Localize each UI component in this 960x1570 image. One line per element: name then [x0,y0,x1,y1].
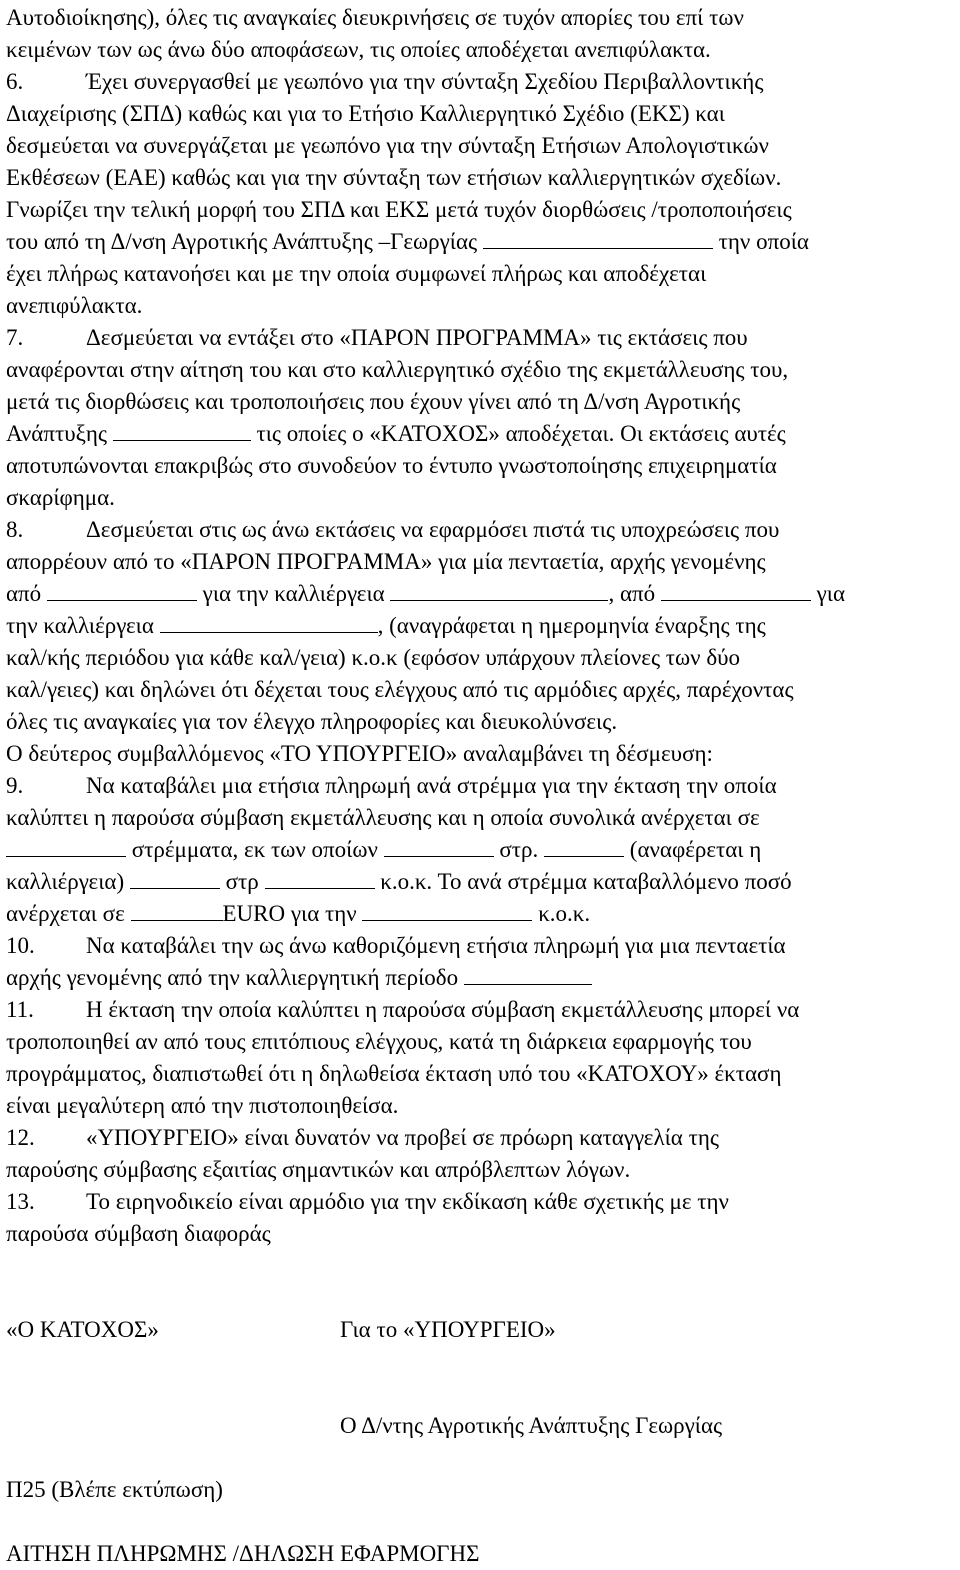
paragraph-6: 6. Έχει συνεργασθεί με γεωπόνο για την σύνταξη Σχεδίου Περιβαλλοντικής [6,66,763,98]
text-line: ανεπιφύλακτα. [6,293,143,318]
paragraph-12: 12. «ΥΠΟΥΡΓΕΙΟ» είναι δυνατόν να προβεί σε πρόωρη καταγγελία της [6,1122,719,1154]
item-number: 13. [6,1189,35,1214]
text-line: στρέμματα, εκ των οποίων στρ. (αναφέρεται η [6,834,761,866]
text-line: ανέρχεται σε EURO για την κ.ο.κ. [6,901,591,926]
text-line: Εκθέσεων (ΕΑΕ) καθώς και για την σύνταξη των ετήσιων καλλιεργητικών σχεδίων. [6,165,782,190]
text-line: τροποποιηθεί αν από τους επιτόπιους ελέγχους, κατά τη διάρκεια εφαρμογής του [6,1029,752,1054]
item-number: 7. [6,325,24,350]
text-line: έχει πλήρως κατανοήσει και με την οποία συμφωνεί πλήρως και αποδέχεται [6,261,707,286]
item-number: 12. [6,1125,35,1150]
paragraph-9: 9. Να καταβάλει μια ετήσια πληρωμή ανά στρέμμα για την έκταση την οποία [6,770,777,802]
item-number: 10. [6,933,35,958]
fill-in-blank[interactable] [113,420,251,441]
text-line: σκαρίφημα. [6,485,115,510]
item-number: 11. [6,997,34,1022]
text-line: μετά τις διορθώσεις και τροποποιήσεις που έχουν γίνει από τη Δ/νση Αγροτικής [6,389,741,414]
text-line: καλύπτει η παρούσα σύμβαση εκμετάλλευσης και η οποία συνολικά ανέρχεται σε [6,805,760,830]
fill-in-blank[interactable] [130,868,220,889]
item-number: 9. [6,773,24,798]
text-line: αναφέρονται στην αίτηση του και στο καλλιεργητικό σχέδιο της εκμετάλλευσης του, [6,357,789,382]
fill-in-blank[interactable] [47,580,197,601]
text-line: παρούσα σύμβαση διαφοράς [6,1221,271,1246]
fill-in-blank[interactable] [390,580,608,601]
paragraph-13: 13. Το ειρηνοδικείο είναι αρμόδιο για την εκδίκαση κάθε σχετικής με την [6,1186,729,1218]
section-heading: ΑΙΤΗΣΗ ΠΛΗΡΩΜΗΣ /ΔΗΛΩΣΗ ΕΦΑΡΜΟΓΗΣ [6,1541,480,1566]
text-line: Διαχείρισης (ΣΠΔ) καθώς και για το Ετήσιο Καλλιεργητικό Σχέδιο (ΕΚΣ) και [6,101,725,126]
fill-in-blank[interactable] [6,836,126,857]
text-line: καλ/γειες) και δηλώνει ότι δέχεται τους ελέγχους από τις αρμόδιες αρχές, παρέχοντας [6,677,794,702]
fill-in-blank[interactable] [544,836,624,857]
fill-in-blank[interactable] [160,612,378,633]
text-line: από για την καλλιέργεια , από για [6,581,846,606]
text-line: Ανάπτυξης τις οποίες ο «ΚΑΤΟΧΟΣ» αποδέχεται. Οι εκτάσεις αυτές [6,421,786,446]
fill-in-blank[interactable] [384,836,494,857]
fill-in-blank[interactable] [362,900,532,921]
text-line: είναι μεγαλύτερη από την πιστοποιηθείσα. [6,1093,399,1118]
item-number: 8. [6,517,24,542]
text-line: όλες τις αναγκαίες για τον έλεγχο πληροφορίες και διευκολύνσεις. [6,709,618,734]
fill-in-blank[interactable] [483,228,713,249]
ministry-signature-label: Για το «ΥΠΟΥΡΓΕΙΟ» [340,1317,556,1342]
fill-in-blank[interactable] [464,964,592,985]
text-line: παρούσης σύμβασης εξαιτίας σημαντικών και απρόβλεπτων λόγων. [6,1157,631,1182]
text-line: προγράμματος, διαπιστωθεί ότι η δηλωθείσα έκταση υπό του «ΚΑΤΟΧΟΥ» έκταση [6,1061,782,1086]
fill-in-blank[interactable] [661,580,811,601]
text-line: δεσμεύεται να συνεργάζεται με γεωπόνο για την σύνταξη Ετήσιων Απολογιστικών [6,133,769,158]
fill-in-blank[interactable] [265,868,375,889]
text-line: απορρέουν από το «ΠΑΡΟΝ ΠΡΟΓΡΑΜΜΑ» για μία πενταετία, αρχής γενομένης [6,549,766,574]
paragraph-7: 7. Δεσμεύεται να εντάξει στο «ΠΑΡΟΝ ΠΡΟΓΡΑΜΜΑ» τις εκτάσεις που [6,322,748,354]
text-line: καλλιέργεια) στρ κ.ο.κ. Το ανά στρέμμα καταβαλλόμενο ποσό [6,869,792,894]
form-reference: Π25 (Βλέπε εκτύπωση) [6,1477,223,1502]
text-line: αποτυπώνονται επακριβώς στο συνοδεύον το έντυπο γνωστοποίησης επιχειρηματία [6,453,777,478]
text-line: κειμένων των ως άνω δύο αποφάσεων, τις οποίες αποδέχεται ανεπιφύλακτα. [6,37,711,62]
text-line: Αυτοδιοίκησης), όλες τις αναγκαίες διευκρινήσεις σε τυχόν απορίες του επί των [6,5,744,30]
holder-signature-label: «Ο ΚΑΤΟΧΟΣ» [6,1317,159,1342]
paragraph-11: 11. Η έκταση την οποία καλύπτει η παρούσα σύμβαση εκμετάλλευσης μπορεί να [6,994,799,1026]
paragraph-8: 8. Δεσμεύεται στις ως άνω εκτάσεις να εφαρμόσει πιστά τις υποχρεώσεις που [6,514,779,546]
text-line: Ο δεύτερος συμβαλλόμενος «ΤΟ ΥΠΟΥΡΓΕΙΟ» αναλαμβάνει τη δέσμευση: [6,741,713,766]
director-signature-label: Ο Δ/ντης Αγροτικής Ανάπτυξης Γεωργίας [340,1413,723,1438]
paragraph-10: 10. Να καταβάλει την ως άνω καθοριζόμενη ετήσια πληρωμή για μια πενταετία [6,930,786,962]
item-number: 6. [6,69,24,94]
text-line: Γνωρίζει την τελική μορφή του ΣΠΔ και ΕΚΣ μετά τυχόν διορθώσεις /τροποποιήσεις [6,197,792,222]
text-line: αρχής γενομένης από την καλλιεργητική περίοδο [6,962,592,994]
text-line: του από τη Δ/νση Αγροτικής Ανάπτυξης –Γεωργίας την οποία [6,229,809,254]
fill-in-blank[interactable] [131,900,223,921]
text-line: την καλλιέργεια , (αναγράφεται η ημερομηνία έναρξης της [6,613,766,638]
text-line: καλ/κής περιόδου για κάθε καλ/γεια) κ.ο.κ (εφόσον υπάρχουν πλείονες των δύο [6,645,741,670]
